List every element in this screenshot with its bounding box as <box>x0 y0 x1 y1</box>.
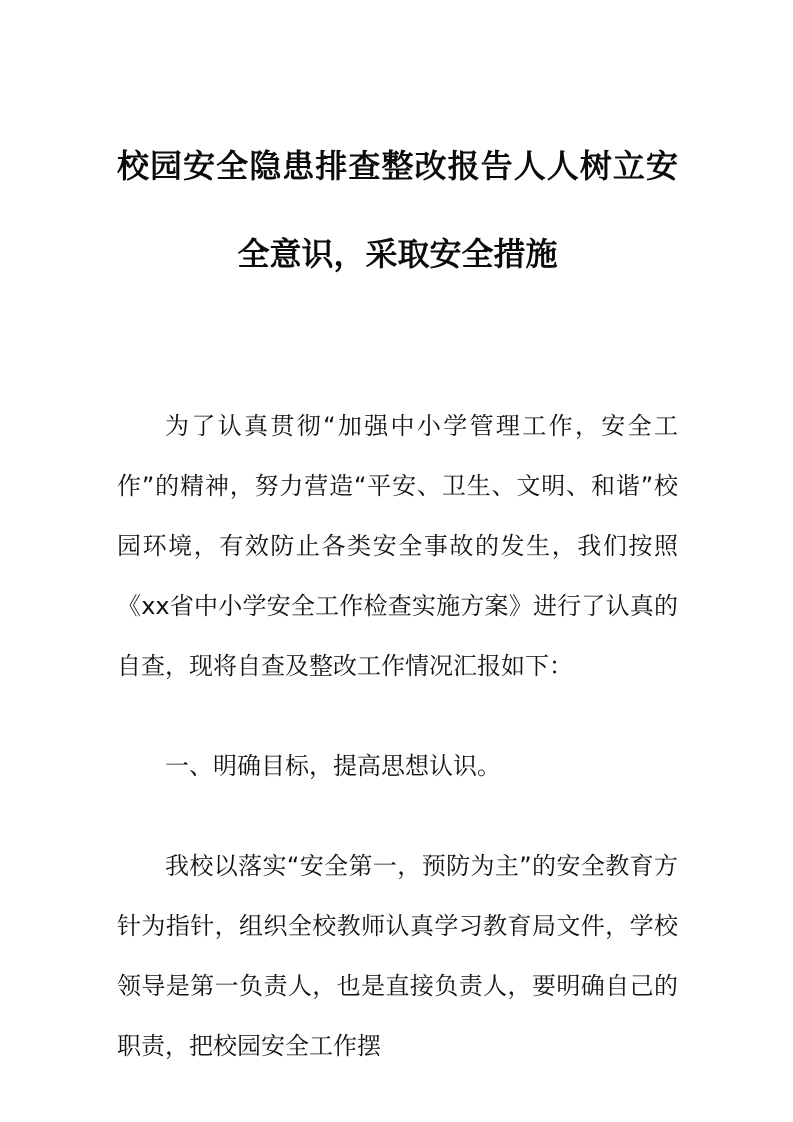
page-title: 校园安全隐患排查整改报告人人树立安全意识，采取安全措施 <box>117 147 678 273</box>
paragraph-intro: 为了认真贯彻“加强中小学管理工作，安全工作”的精神，努力营造“平安、卫生、文明、和谐”校园环境，有效防止各类安全事故的发生，我们按照《xx省中小学安全工作检查实施方案》进行了认真的自查，现将自查及整改工作情况汇报如下： <box>117 412 678 680</box>
title-body-spacer <box>117 298 678 396</box>
section-heading-one: 一、明确目标，提高思想认识。 <box>165 752 501 780</box>
paragraph-section-one-body: 我校以落实“安全第一，预防为主”的安全教育方针为指针，组织全校教师认真学习教育局文件，学校领导是第一负责人，也是直接负责人，要明确自己的职责，把校园安全工作摆 <box>117 852 678 1060</box>
document-body <box>117 0 678 1076</box>
